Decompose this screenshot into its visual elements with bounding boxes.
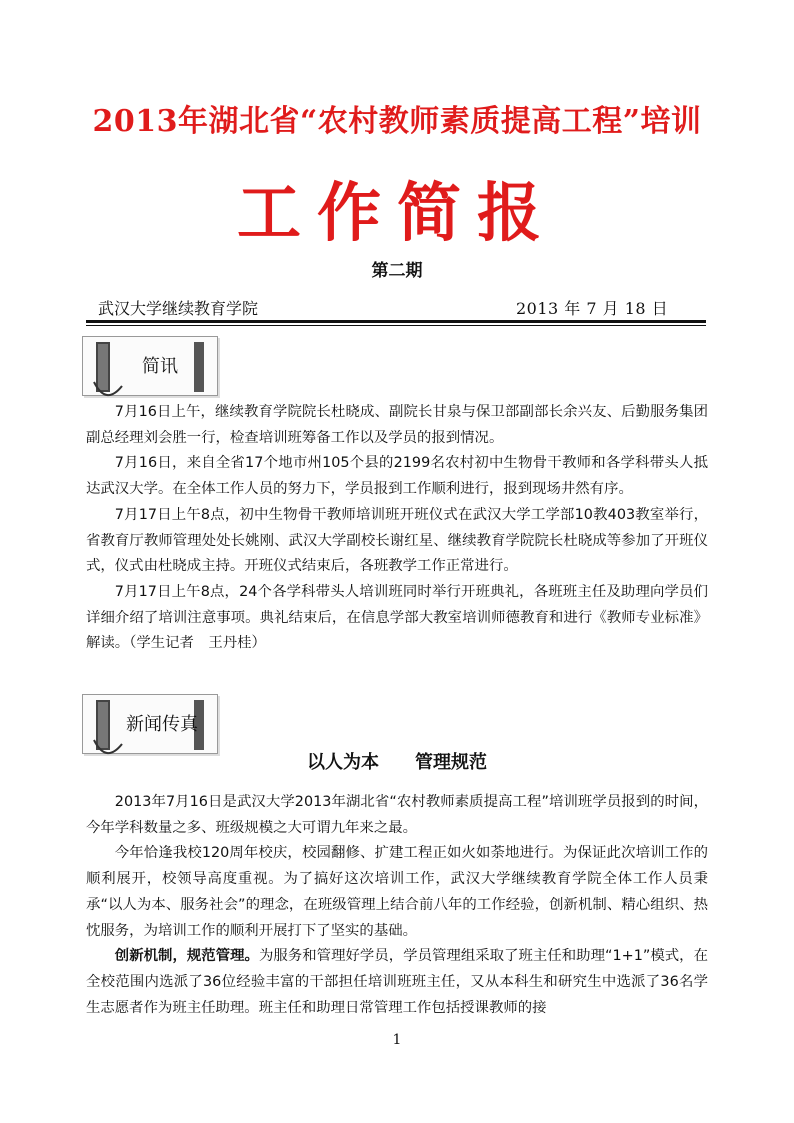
section-label-brief: 简讯 xyxy=(142,356,178,377)
publish-date: 2013 年 7 月 18 日 xyxy=(516,299,669,318)
page-number: 1 xyxy=(392,1032,402,1048)
report-main-title: 工作简报 xyxy=(237,176,557,251)
brief-paragraph: 7月17日上午8点，初中生物骨干教师培训班开班仪式在武汉大学工学部10教403教室举行，省教育厅教师管理处处长姚刚、武汉大学副校长谢红星、继续教育学院院长杜晓成等参加了开班仪式，仪式由杜晓成主持。开班仪式结束后，各班教学工作正常进行。 xyxy=(86,506,708,575)
header-divider-thin xyxy=(86,325,706,326)
paragraph-lead-heading: 创新机制，规范管理。 xyxy=(114,948,259,965)
publisher-name: 武汉大学继续教育学院 xyxy=(98,299,259,318)
section-label-news: 新闻传真 xyxy=(126,714,198,735)
report-series-title: 2013年湖北省“农村教师素质提高工程”培训 xyxy=(92,104,702,139)
news-text xyxy=(86,790,708,1021)
brief-paragraph: 7月16日，来自全省17个地市州105个县的2199名农村初中生物骨干教师和各学科带头人抵达武汉大学。在全体工作人员的努力下，学员报到工作顺利进行，报到现场井然有序。 xyxy=(86,455,708,498)
paragraph-body: 为服务和管理好学员，学员管理组采取了班主任和助理“1+1”模式，在全校范围内选派了36位经验丰富的干部担任培训班班主任，又从本科生和研究生中选派了36名学生志愿者作为班主任助理。班主任和助理日常管理工作包括授课教师的接 xyxy=(86,948,708,1016)
brief-text xyxy=(86,400,708,657)
news-paragraph: 今年恰逢我校120周年校庆，校园翻修、扩建工程正如火如荼地进行。为保证此次培训工作的顺利展开，校领导高度重视。为了搞好这次培训工作，武汉大学继续教育学院全体工作人员秉承“以人为本、服务社会”的理念，在班级管理上结合前八年的工作经验，创新机制、精心组织、热忱服务，为培训工作的顺利开展打下了坚实的基础。 xyxy=(86,845,708,939)
news-paragraph xyxy=(86,944,708,1021)
brief-paragraph: 7月16日上午，继续教育学院院长杜晓成、副院长甘泉与保卫部副部长余兴友、后勤服务集团副总经理刘会胜一行，检查培训班筹备工作以及学员的报到情况。 xyxy=(86,404,708,446)
section-banner-brief xyxy=(82,336,218,396)
article-title: 以人为本 管理规范 xyxy=(307,752,487,773)
header-divider xyxy=(86,320,706,323)
issue-number: 第二期 xyxy=(371,261,423,281)
brief-paragraph: 7月17日上午8点，24个各学科带头人培训班同时举行开班典礼，各班班主任及助理向学员们详细介绍了培训注意事项。典礼结束后，在信息学部大教室培训师德教育和进行《教师专业标准》解读。（学生记者 王丹桂） xyxy=(86,583,708,652)
section-banner-news xyxy=(82,694,218,754)
news-paragraph: 2013年7月16日是武汉大学2013年湖北省“农村教师素质提高工程”培训班学员报到的时间，今年学科数量之多、班级规模之大可谓九年来之最。 xyxy=(86,794,708,836)
